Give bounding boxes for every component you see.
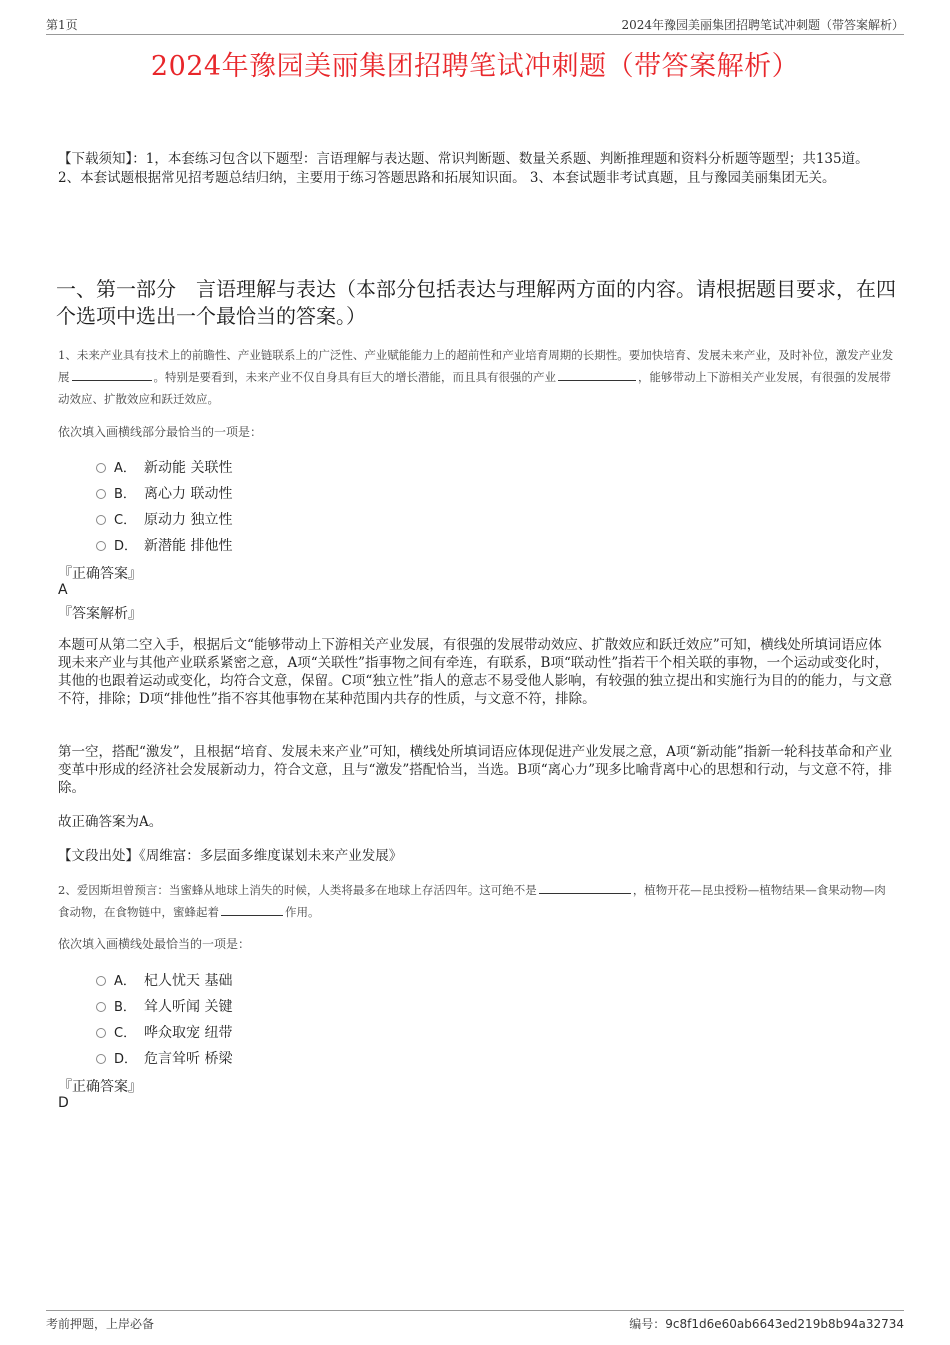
- document-title: 2024年豫园美丽集团招聘笔试冲刺题（带答案解析）: [150, 51, 800, 82]
- page-footer: [46, 1310, 904, 1333]
- question-2-stem: [58, 879, 896, 923]
- question-1-option-b[interactable]: B． 离心力 联动性: [96, 483, 232, 505]
- question-1-analysis-p1: 本题可从第二空入手，根据后文“能够带动上下游相关产业发展，有很强的发展带动效应、扩散效应和跃迁效应”可知，横线处所填词语应体现未来产业与其他产业联系紧密之意，A项“关联性”指事物之间有牵连，有联系，B项“联动性”指若干个相关联的事物，一个运动或变化时，其他的也跟着运动或变化，均符合文意，保留。C项“独立性”指人的意志不易受他人影响，有较强的独立提出和实施行为目的的能力，与文意不符，排除；D项“排他性”指不容其他事物在某种范围内共存的性质，与文意不符，排除。: [58, 637, 893, 707]
- download-notice: 【下载须知】：1，本套练习包含以下题型：言语理解与表达题、常识判断题、数量关系题、判断推理题和资料分析题等题型；共135道。 2、本套试题根据常见招考题总结归纳，主要用于练习答题思路和拓展知识面。 3、本套试题非考试真题，且与豫园美丽集团无关。: [58, 151, 869, 186]
- question-2-text-c: 作用。: [285, 905, 320, 919]
- question-1-text-b: 。特别是要看到，未来产业不仅自身具有巨大的增长潜能，而且具有很强的产业: [153, 370, 556, 384]
- radio-icon[interactable]: [96, 463, 106, 473]
- question-1-prompt: 依次填入画横线部分最恰当的一项是：: [58, 425, 263, 439]
- question-1-source: 【文段出处】《周维富：多层面多维度谋划未来产业发展》: [58, 848, 403, 864]
- question-1-answer-label: 『正确答案』: [58, 566, 142, 582]
- question-2-blank-1: [539, 881, 631, 894]
- section-heading: 一、第一部分 言语理解与表达（本部分包括表达与理解两方面的内容。请根据题目要求，在四个选项中选出一个最恰当的答案。）: [56, 277, 896, 328]
- footer-slogan: 考前押题，上岸必备: [46, 1317, 155, 1331]
- question-1-analysis-label: 『答案解析』: [58, 606, 142, 622]
- header-doc-title: 2024年豫园美丽集团招聘笔试冲刺题（带答案解析）: [621, 18, 904, 32]
- page-number: 第1页: [46, 18, 78, 32]
- question-1-stem: [58, 344, 896, 410]
- radio-icon[interactable]: [96, 515, 106, 525]
- question-1-analysis-p2: 第一空，搭配“激发”，且根据“培育、发展未来产业”可知，横线处所填词语应体现促进产业发展之意，A项“新动能”指新一轮科技革命和产业变革中形成的经济社会发展新动力，符合文意，且与“激发”搭配恰当，当选。B项“离心力”现多比喻背离中心的思想和行动，与文意不符，排除。: [58, 744, 893, 796]
- question-2-option-d[interactable]: D． 危言耸听 桥梁: [96, 1048, 232, 1070]
- question-1-blank-2: [558, 368, 636, 381]
- footer-code-label: 编号：: [629, 1317, 666, 1331]
- question-1-text-a: 1、未来产业具有技术上的前瞻性、产业链联系上的广泛性、产业赋能能力上的超前性和产业培育周期的长期性。要加快培育、发展未来产业，及时补位，激发产业发展: [58, 348, 894, 384]
- question-1-blank-1: [72, 368, 152, 381]
- question-1-text-c: ，能够带动上下游相关产业发展，有很强的发展带动效应、扩散效应和跃迁效应。: [58, 370, 891, 406]
- radio-icon[interactable]: [96, 1002, 106, 1012]
- question-1-conclusion: 故正确答案为A。: [58, 814, 163, 830]
- radio-icon[interactable]: [96, 1054, 106, 1064]
- radio-icon[interactable]: [96, 489, 106, 499]
- radio-icon[interactable]: [96, 976, 106, 986]
- footer-code-value: 9c8f1d6e60ab6643ed219b8b94a32734: [665, 1317, 904, 1331]
- question-2-option-a[interactable]: A． 杞人忧天 基础: [96, 970, 232, 992]
- footer-code: [629, 1315, 904, 1332]
- question-2-text-b: ，植物开花—昆虫授粉—植物结果—食果动物—肉食动物，在食物链中，蜜蜂起着: [58, 883, 886, 919]
- question-2-text-a: 2、爱因斯坦曾预言：当蜜蜂从地球上消失的时候，人类将最多在地球上存活四年。这可绝不是: [58, 883, 537, 897]
- page-header: [46, 14, 904, 35]
- radio-icon[interactable]: [96, 1028, 106, 1038]
- question-2-prompt: 依次填入画横线处最恰当的一项是：: [58, 937, 251, 951]
- question-1-option-a[interactable]: A． 新动能 关联性: [96, 457, 232, 479]
- question-1-option-c[interactable]: C． 原动力 独立性: [96, 509, 232, 531]
- radio-icon[interactable]: [96, 541, 106, 551]
- question-2-answer-label: 『正确答案』: [58, 1079, 142, 1095]
- question-2-option-b[interactable]: B． 耸人听闻 关键: [96, 996, 232, 1018]
- question-2-blank-2: [221, 903, 283, 916]
- question-2-answer: D: [58, 1095, 69, 1111]
- question-1-option-d[interactable]: D． 新潜能 排他性: [96, 535, 232, 557]
- question-2-option-c[interactable]: C． 哗众取宠 纽带: [96, 1022, 232, 1044]
- question-1-answer: A: [58, 582, 68, 598]
